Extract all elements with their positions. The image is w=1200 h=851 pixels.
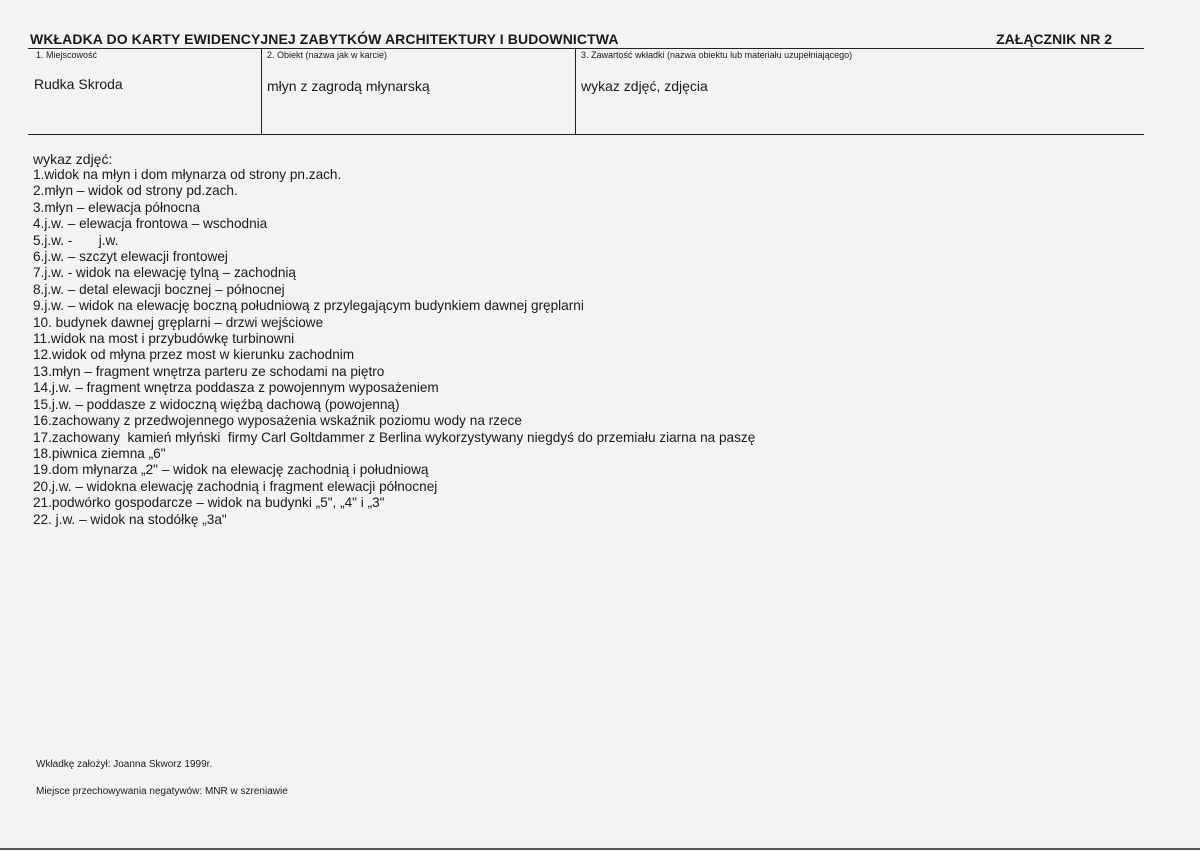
fields-divider (28, 134, 1144, 135)
list-item: 4.j.w. – elewacja frontowa – wschodnia (33, 216, 268, 232)
storage-line: Miejsce przechowywania negatywów: MNR w szreniawie (36, 786, 288, 797)
list-item: 14.j.w. – fragment wnętrza poddasza z powojennym wyposażeniem (33, 380, 439, 396)
author-line: Wkładkę założył: Joanna Skworz 1999r. (36, 759, 213, 770)
list-item: 15.j.w. – poddasze z widoczną więźbą dachową (powojenną) (33, 396, 400, 412)
field-object-value: młyn z zagrodą młynarską (267, 78, 430, 94)
list-item: 7.j.w. - widok na elewację tylną – zachodnią (33, 265, 296, 281)
list-item: 6.j.w. – szczyt elewacji frontowej (33, 249, 228, 265)
field-object-label: 2. Obiekt (nazwa jak w karcie) (267, 50, 388, 60)
field-contents (575, 48, 1144, 134)
photo-list (33, 167, 755, 528)
list-item: 20.j.w. – widokna elewację zachodnią i fragment elewacji północnej (33, 478, 438, 494)
field-locality-value: Rudka Skroda (34, 76, 123, 92)
list-item: 22. j.w. – widok na stodółkę „3a" (33, 511, 227, 527)
list-item: 1.widok na młyn i dom młynarza od strony pn.zach. (33, 167, 342, 182)
field-object (261, 48, 576, 134)
field-locality (28, 48, 262, 134)
list-item: 10. budynek dawnej gręplarni – drzwi wejściowe (33, 314, 324, 330)
list-item: 16.zachowany z przedwojennego wyposażenia wskaźnik poziomu wody na rzece (33, 413, 522, 429)
field-contents-value: wykaz zdjęć, zdjęcia (581, 78, 708, 94)
list-item: 12.widok od młyna przez most w kierunku zachodnim (33, 347, 355, 363)
list-item: 3.młyn – elewacja północna (33, 199, 201, 215)
photo-list-heading: wykaz zdjęć: (33, 151, 113, 167)
field-locality-label: 1. Miejscowość (36, 50, 98, 60)
list-item: 9.j.w. – widok na elewację boczną południową z przylegającym budynkiem dawnej gręplarni (33, 298, 584, 314)
list-item: 21.podwórko gospodarcze – widok na budynki „5", „4" i „3" (33, 495, 385, 511)
list-item: 11.widok na most i przybudówkę turbinowni (33, 331, 295, 347)
list-item: 8.j.w. – detal elewacji bocznej – północnej (33, 281, 285, 297)
document-title: WKŁADKA DO KARTY EWIDENCYJNEJ ZABYTKÓW ARCHITEKTURY I BUDOWNICTWA (30, 31, 619, 47)
list-item: 2.młyn – widok od strony pd.zach. (33, 183, 238, 199)
list-item: 17.zachowany kamień młyński firmy Carl Goltdammer z Berlina wykorzystywany niegdyś do przemiału ziarna na paszę (33, 429, 756, 445)
field-contents-label: 3. Zawartość wkładki (nazwa obiektu lub materiału uzupełniającego) (581, 50, 853, 60)
annex-label: ZAŁĄCZNIK NR 2 (996, 31, 1112, 47)
page-bottom-edge (0, 848, 1200, 850)
list-item: 18.piwnica ziemna „6" (33, 445, 166, 461)
list-item: 19.dom młynarza „2" – widok na elewację zachodnią i południową (33, 462, 429, 478)
list-item: 13.młyn – fragment wnętrza parteru ze schodami na piętro (33, 363, 385, 379)
list-item: 5.j.w. - j.w. (33, 232, 119, 248)
